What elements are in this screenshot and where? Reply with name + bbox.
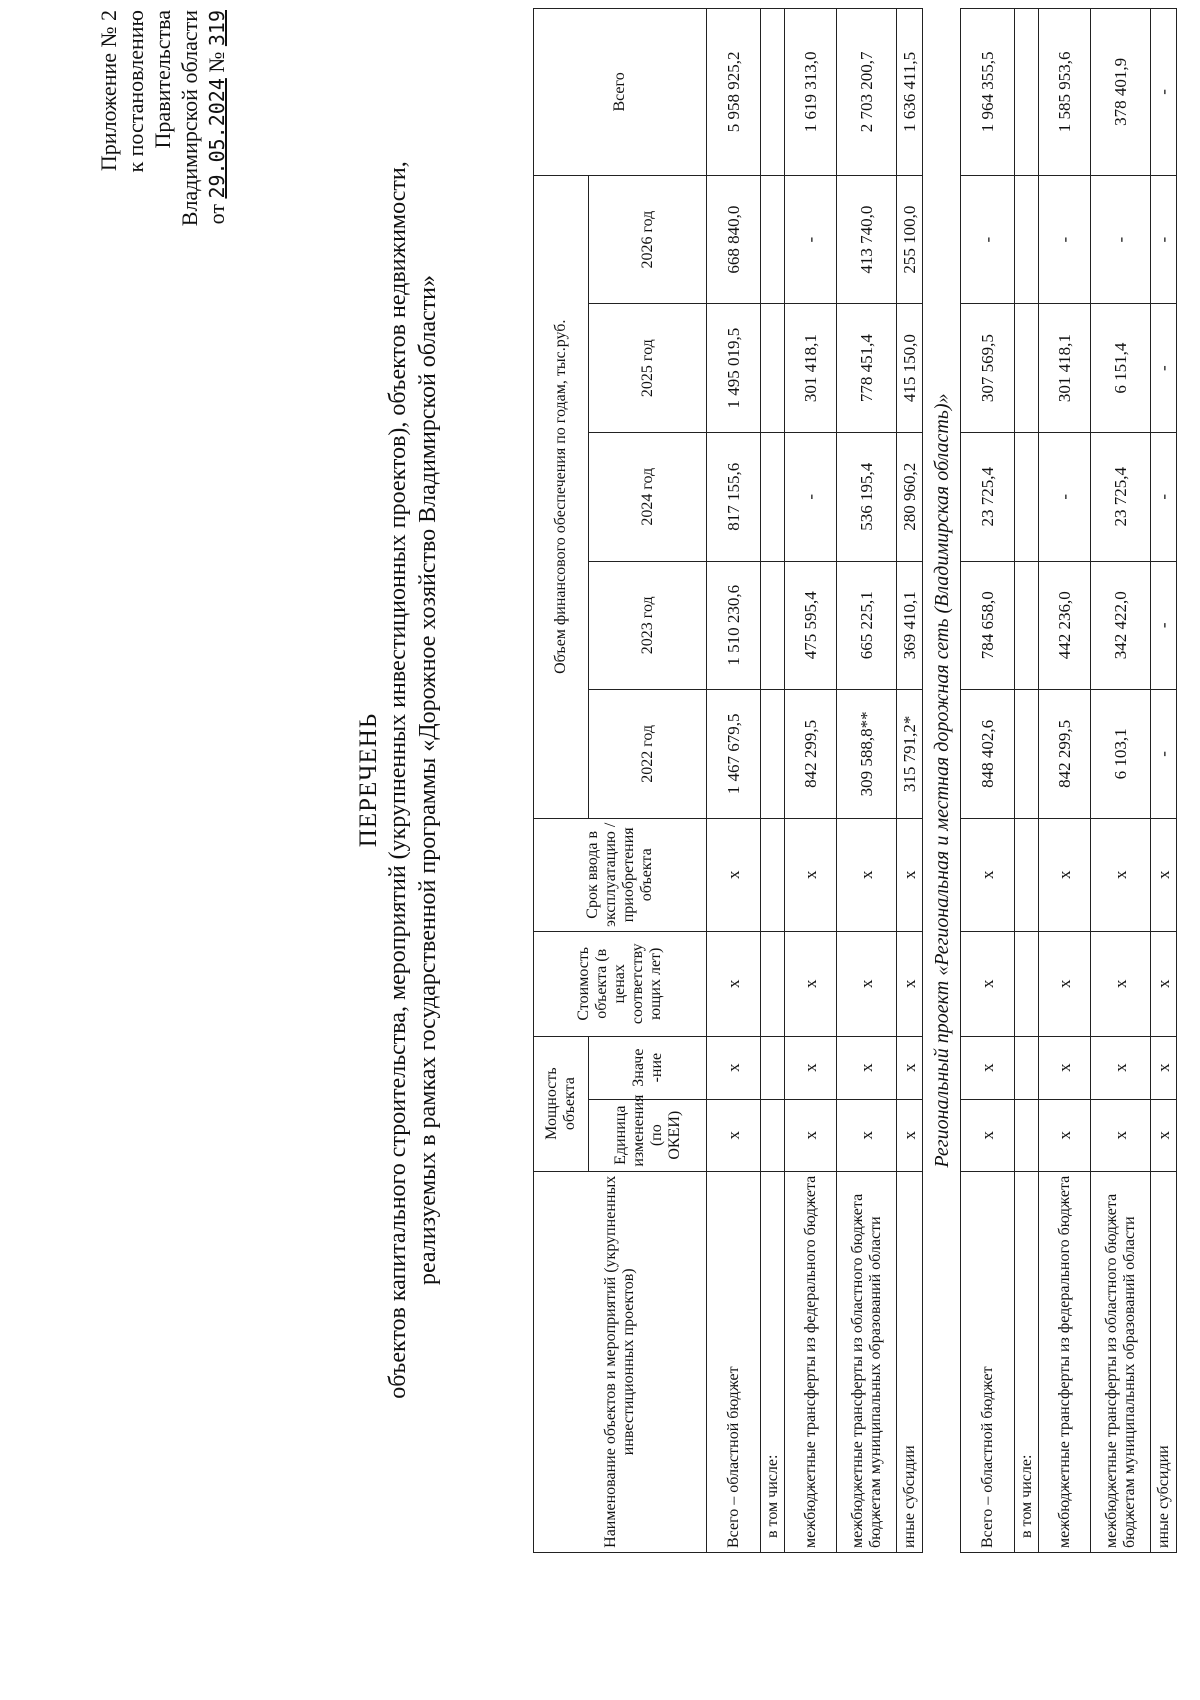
- cell-total: 1 585 953,6: [1039, 9, 1091, 176]
- cell-2026: -: [961, 175, 1015, 304]
- header-total: Всего: [534, 9, 707, 176]
- cell-2026: -: [1091, 175, 1151, 304]
- cell-cost: х: [707, 931, 761, 1036]
- cell-value: х: [785, 1036, 837, 1099]
- cell-unit: х: [897, 1099, 923, 1171]
- cell-2022: 309 588,8**: [837, 690, 897, 819]
- cell-2023: 1 510 230,6: [707, 561, 761, 690]
- document-title-line-1: объектов капитального строительства, мероприятий (укрупненных инвестиционных проектов), объектов недвижимости,: [385, 161, 411, 1399]
- resolution-date: 29.05.2024: [205, 78, 229, 199]
- table-row: [1015, 9, 1039, 1553]
- row-name: в том числе:: [1015, 1171, 1039, 1552]
- cell-2024: -: [1039, 432, 1091, 561]
- cell-2023: 442 236,0: [1039, 561, 1091, 690]
- cell-2026: -: [1039, 175, 1091, 304]
- cell-unit: х: [785, 1099, 837, 1171]
- table-row: [837, 9, 897, 1553]
- header-2022: 2022 год: [589, 690, 707, 819]
- row-name: Всего – областной бюджет: [707, 1171, 761, 1552]
- document-heading: ПЕРЕЧЕНЬ: [355, 712, 382, 848]
- cell-2026: -: [785, 175, 837, 304]
- cell-2024: 23 725,4: [1091, 432, 1151, 561]
- cell-cost: х: [1151, 931, 1177, 1036]
- header-funding: Объем финансового обеспечения по годам, тыс.руб.: [534, 175, 589, 818]
- cell-2024: 280 960,2: [897, 432, 923, 561]
- annex-line-2: к постановлению Правительства: [123, 10, 175, 173]
- cell-term: х: [897, 818, 923, 931]
- date-prefix: от: [204, 204, 229, 225]
- cell-2026: 668 840,0: [707, 175, 761, 304]
- annex-line-1: Приложение № 2: [96, 10, 121, 172]
- cell-cost: х: [961, 931, 1015, 1036]
- cell-2025: 415 150,0: [897, 304, 923, 433]
- cell-2022: 842 299,5: [785, 690, 837, 819]
- cell-total: 2 703 200,7: [837, 9, 897, 176]
- row-name: Всего – областной бюджет: [961, 1171, 1015, 1552]
- cell-unit: х: [1151, 1099, 1177, 1171]
- section-row: [923, 9, 961, 1553]
- row-name: в том числе:: [761, 1171, 785, 1552]
- cell-2024: 817 155,6: [707, 432, 761, 561]
- cell-value: х: [1091, 1036, 1151, 1099]
- cell-cost: х: [1091, 931, 1151, 1036]
- cell-2026: 413 740,0: [837, 175, 897, 304]
- objects-table: [533, 8, 1177, 1553]
- table-row: [1151, 9, 1177, 1553]
- header-2025: 2025 год: [589, 304, 707, 433]
- cell-term: х: [785, 818, 837, 931]
- table-row: [897, 9, 923, 1553]
- header-cost: Стоимость объекта (в ценах соответству ющих лет): [534, 931, 707, 1036]
- cell-2022: 6 103,1: [1091, 690, 1151, 819]
- cell-term: х: [961, 818, 1015, 931]
- table-row: [961, 9, 1015, 1553]
- cell-unit: х: [1039, 1099, 1091, 1171]
- table-row: [761, 9, 785, 1553]
- cell-cost: х: [785, 931, 837, 1036]
- cell-2023: -: [1151, 561, 1177, 690]
- header-name: Наименование объектов и мероприятий (укрупненных инвестиционных проектов): [534, 1171, 707, 1552]
- cell-2025: 301 418,1: [1039, 304, 1091, 433]
- row-name: межбюджетные трансферты из областного бюджета бюджетам муниципальных образований области: [837, 1171, 897, 1552]
- cell-unit: х: [1091, 1099, 1151, 1171]
- cell-term: х: [1151, 818, 1177, 931]
- row-name: иные субсидии: [1151, 1171, 1177, 1552]
- cell-total: 1 964 355,5: [961, 9, 1015, 176]
- cell-2024: 536 195,4: [837, 432, 897, 561]
- header-capacity-value: Значе -ние: [589, 1036, 707, 1099]
- row-name: межбюджетные трансферты из федерального бюджета: [785, 1171, 837, 1552]
- document-title-line-2: реализуемых в рамках государственной программы «Дорожное хозяйство Владимирской области»: [415, 274, 441, 1286]
- header-2024: 2024 год: [589, 432, 707, 561]
- cell-value: х: [837, 1036, 897, 1099]
- cell-2023: 784 658,0: [961, 561, 1015, 690]
- cell-total: 1 636 411,5: [897, 9, 923, 176]
- cell-total: -: [1151, 9, 1177, 176]
- cell-2022: 848 402,6: [961, 690, 1015, 819]
- cell-2025: -: [1151, 304, 1177, 433]
- table-row: [785, 9, 837, 1553]
- cell-2022: 1 467 679,5: [707, 690, 761, 819]
- cell-2025: 1 495 019,5: [707, 304, 761, 433]
- cell-2025: 301 418,1: [785, 304, 837, 433]
- cell-unit: х: [707, 1099, 761, 1171]
- cell-unit: х: [961, 1099, 1015, 1171]
- cell-2025: 307 569,5: [961, 304, 1015, 433]
- cell-2022: 315 791,2*: [897, 690, 923, 819]
- resolution-number: 319: [205, 10, 229, 47]
- cell-2026: 255 100,0: [897, 175, 923, 304]
- header-2023: 2023 год: [589, 561, 707, 690]
- header-capacity: Мощность объекта: [534, 1036, 589, 1171]
- cell-value: х: [961, 1036, 1015, 1099]
- row-name: иные субсидии: [897, 1171, 923, 1552]
- cell-2024: -: [785, 432, 837, 561]
- annex-block: [95, 10, 231, 300]
- cell-total: 378 401,9: [1091, 9, 1151, 176]
- header-2026: 2026 год: [589, 175, 707, 304]
- cell-2024: 23 725,4: [961, 432, 1015, 561]
- cell-term: х: [1039, 818, 1091, 931]
- cell-cost: х: [897, 931, 923, 1036]
- cell-value: х: [707, 1036, 761, 1099]
- cell-2023: 475 595,4: [785, 561, 837, 690]
- annex-date-line: [203, 10, 231, 300]
- row-name: межбюджетные трансферты из федерального бюджета: [1039, 1171, 1091, 1552]
- table-row: [1039, 9, 1091, 1553]
- header-term: Срок ввода в эксплуатацию / приобретения объекта: [534, 818, 707, 931]
- header-capacity-unit: Единица изменения (по ОКЕИ): [589, 1099, 707, 1171]
- cell-term: х: [707, 818, 761, 931]
- cell-2025: 778 451,4: [837, 304, 897, 433]
- cell-term: х: [1091, 818, 1151, 931]
- cell-total: 5 958 925,2: [707, 9, 761, 176]
- number-prefix: №: [204, 51, 229, 73]
- cell-term: х: [837, 818, 897, 931]
- cell-2024: -: [1151, 432, 1177, 561]
- annex-line-3: Владимирской области: [177, 10, 202, 227]
- cell-2026: -: [1151, 175, 1177, 304]
- cell-2025: 6 151,4: [1091, 304, 1151, 433]
- cell-total: 1 619 313,0: [785, 9, 837, 176]
- cell-value: х: [1039, 1036, 1091, 1099]
- cell-2022: -: [1151, 690, 1177, 819]
- section-title: Региональный проект «Региональная и местная дорожная сеть (Владимирская область)»: [931, 393, 953, 1168]
- cell-cost: х: [837, 931, 897, 1036]
- cell-cost: х: [1039, 931, 1091, 1036]
- cell-value: х: [1151, 1036, 1177, 1099]
- table-row: [707, 9, 761, 1553]
- cell-2022: 842 299,5: [1039, 690, 1091, 819]
- table-row: [1091, 9, 1151, 1553]
- cell-value: х: [897, 1036, 923, 1099]
- cell-2023: 369 410,1: [897, 561, 923, 690]
- cell-unit: х: [837, 1099, 897, 1171]
- cell-2023: 342 422,0: [1091, 561, 1151, 690]
- cell-2023: 665 225,1: [837, 561, 897, 690]
- row-name: межбюджетные трансферты из областного бюджета бюджетам муниципальных образований области: [1091, 1171, 1151, 1552]
